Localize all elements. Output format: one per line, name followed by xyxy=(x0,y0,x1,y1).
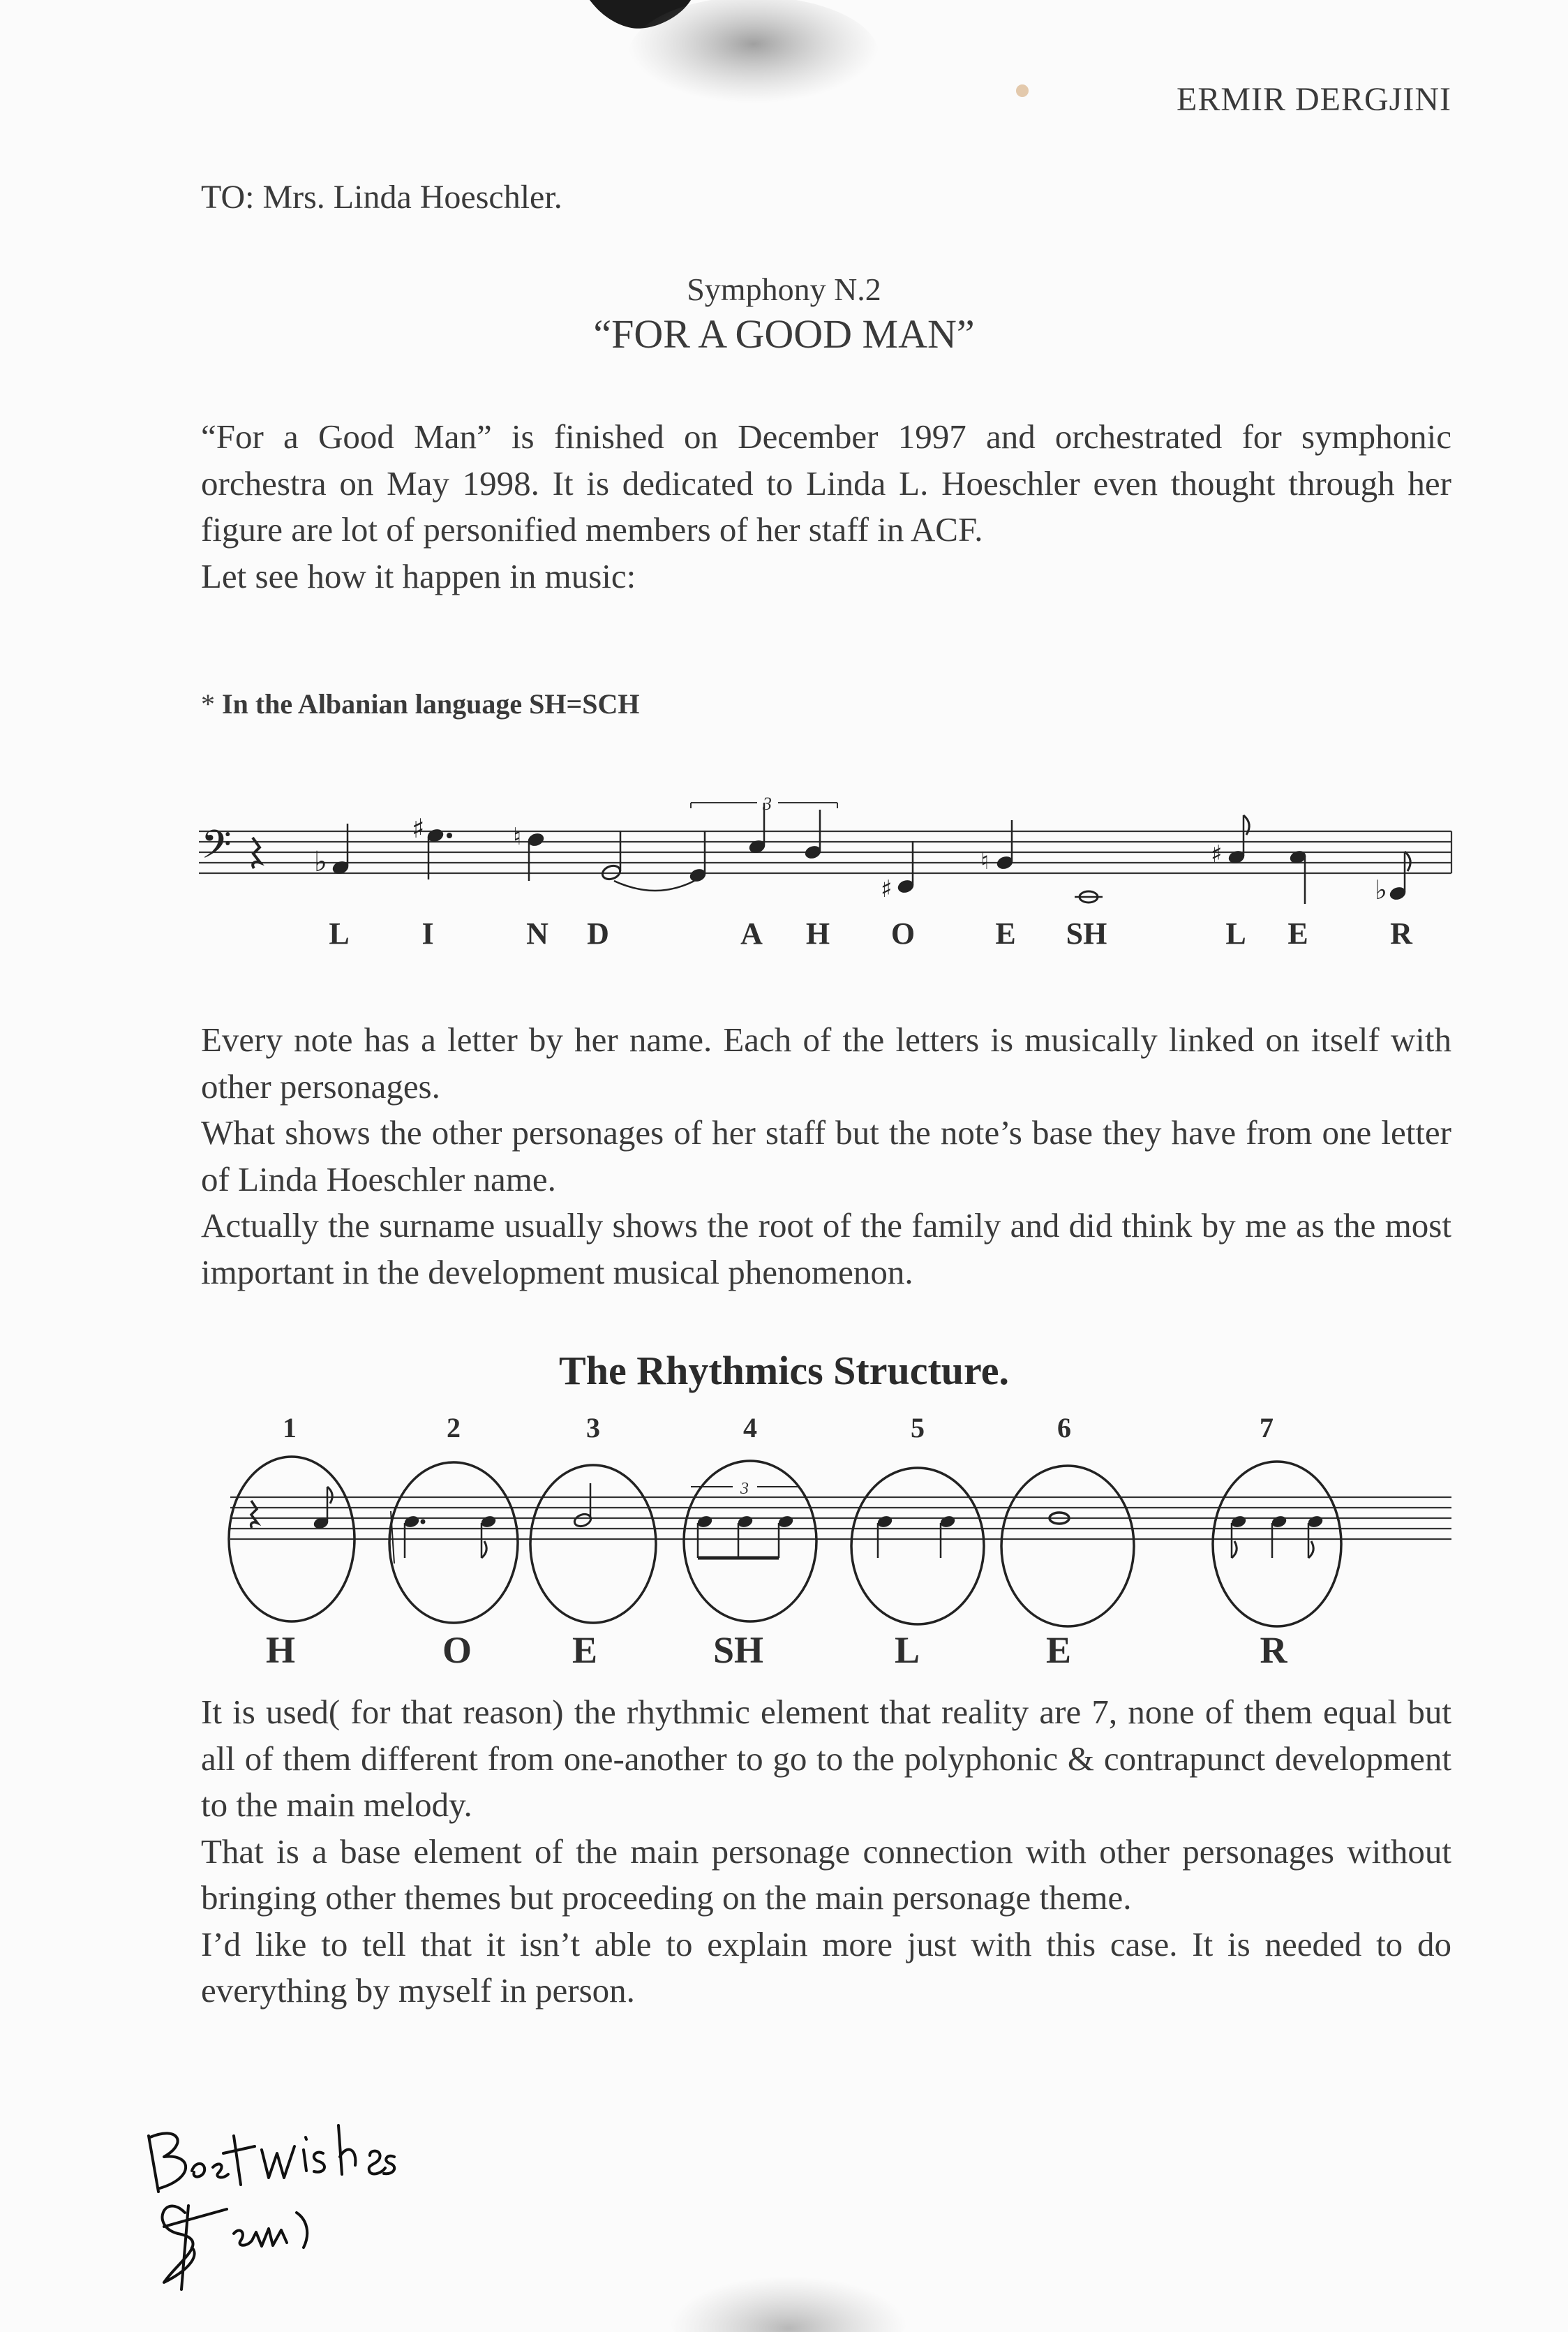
rhythm-letter: SH xyxy=(712,1629,764,1671)
symphony-title: “FOR A GOOD MAN” xyxy=(593,311,975,357)
symphony-subtitle: Symphony N.2 xyxy=(687,272,881,307)
rhythm-oval-6 xyxy=(1001,1466,1134,1626)
melody-letter: E xyxy=(995,916,1016,951)
rhythm-number: 4 xyxy=(743,1412,757,1443)
melody-letter: O xyxy=(890,916,916,951)
rhythm-letters xyxy=(0,1628,1568,1677)
svg-text:𝄢: 𝄢 xyxy=(201,822,232,877)
body-paragraph-2 xyxy=(201,1689,1451,2014)
body-line: That is a base element of the main personage connection with other personages without bringing other themes but proceeding on the main personage theme. xyxy=(201,1832,1451,1917)
body-line: Every note has a letter by her name. Each of the letters is musically linked on itself with other personages. xyxy=(201,1020,1451,1106)
rhythm-oval-3 xyxy=(530,1465,656,1623)
svg-text:♮: ♮ xyxy=(513,823,522,851)
rhythm-letter: O xyxy=(442,1629,472,1671)
rhythm-letter: R xyxy=(1260,1629,1287,1671)
asterisk: * xyxy=(201,688,215,720)
rhythm-oval-4 xyxy=(684,1461,816,1621)
language-note-text: In the Albanian language SH=SCH xyxy=(222,688,640,720)
melody-letter: L xyxy=(329,916,350,951)
rhythm-number: 7 xyxy=(1260,1412,1274,1443)
rhythm-letter: E xyxy=(572,1629,598,1671)
rhythm-oval-5 xyxy=(851,1468,984,1624)
intro-line: “For a Good Man” is finished on December 1997 and orchestrated for symphonic orchestra on May 1998. It is dedicated to Linda L. Hoeschler even thought through her figure are lot of personified members of her staff in ACF. xyxy=(201,417,1451,549)
rhythm-oval-2 xyxy=(389,1462,518,1623)
melody-letter: D xyxy=(587,916,609,951)
melody-letter: L xyxy=(1225,916,1246,951)
svg-text:♭: ♭ xyxy=(1375,875,1387,905)
rhythm-heading: The Rhythmics Structure. xyxy=(559,1348,1009,1393)
body-line: Actually the surname usually shows the root of the family and did think by me as the most important in the development musical phenomenon. xyxy=(201,1206,1451,1291)
melody-letter: I xyxy=(421,916,434,951)
rhythm-number: 1 xyxy=(283,1412,297,1443)
body-line: It is used( for that reason) the rhythmic element that reality are 7, none of them equal but all of them different from one-another to go to the polyphonic & contrapunct development to the main melody. xyxy=(201,1693,1451,1824)
rhythm-triplet-label: 3 xyxy=(740,1480,749,1498)
melody-letter: A xyxy=(740,916,763,951)
melody-letter: N xyxy=(526,916,548,951)
svg-text:♯: ♯ xyxy=(1211,840,1223,868)
svg-text:♯: ♯ xyxy=(412,813,425,844)
recipient-line: TO: Mrs. Linda Hoeschler. xyxy=(201,179,562,216)
body-line: I’d like to tell that it isn’t able to explain more just with this case. It is needed to do everything by myself in person. xyxy=(201,1924,1451,2010)
handwritten-signature xyxy=(136,2087,429,2296)
rhythm-number: 2 xyxy=(447,1412,461,1443)
rhythm-letter: E xyxy=(1045,1629,1072,1671)
rhythm-letter: H xyxy=(265,1629,296,1671)
melody-letter: SH xyxy=(1066,916,1107,951)
author-name: ERMIR DERGJINI xyxy=(1177,81,1451,118)
melody-letter: R xyxy=(1390,916,1412,951)
melody-letter: H xyxy=(805,916,830,951)
svg-text:♯: ♯ xyxy=(881,875,893,903)
rhythm-number: 6 xyxy=(1057,1412,1071,1443)
melody-letter: E xyxy=(1287,916,1308,951)
rhythm-letter: L xyxy=(894,1629,920,1671)
body-line: What shows the other personages of her staff but the note’s base they have from one letter of Linda Hoeschler name. xyxy=(201,1113,1451,1198)
intro-line: Let see how it happen in music: xyxy=(201,556,636,595)
rhythm-number: 3 xyxy=(586,1412,600,1443)
svg-text:♭: ♭ xyxy=(314,846,327,878)
rhythm-number: 5 xyxy=(911,1412,925,1443)
triplet-label: 3 xyxy=(763,794,772,814)
svg-text:♮: ♮ xyxy=(980,847,990,875)
